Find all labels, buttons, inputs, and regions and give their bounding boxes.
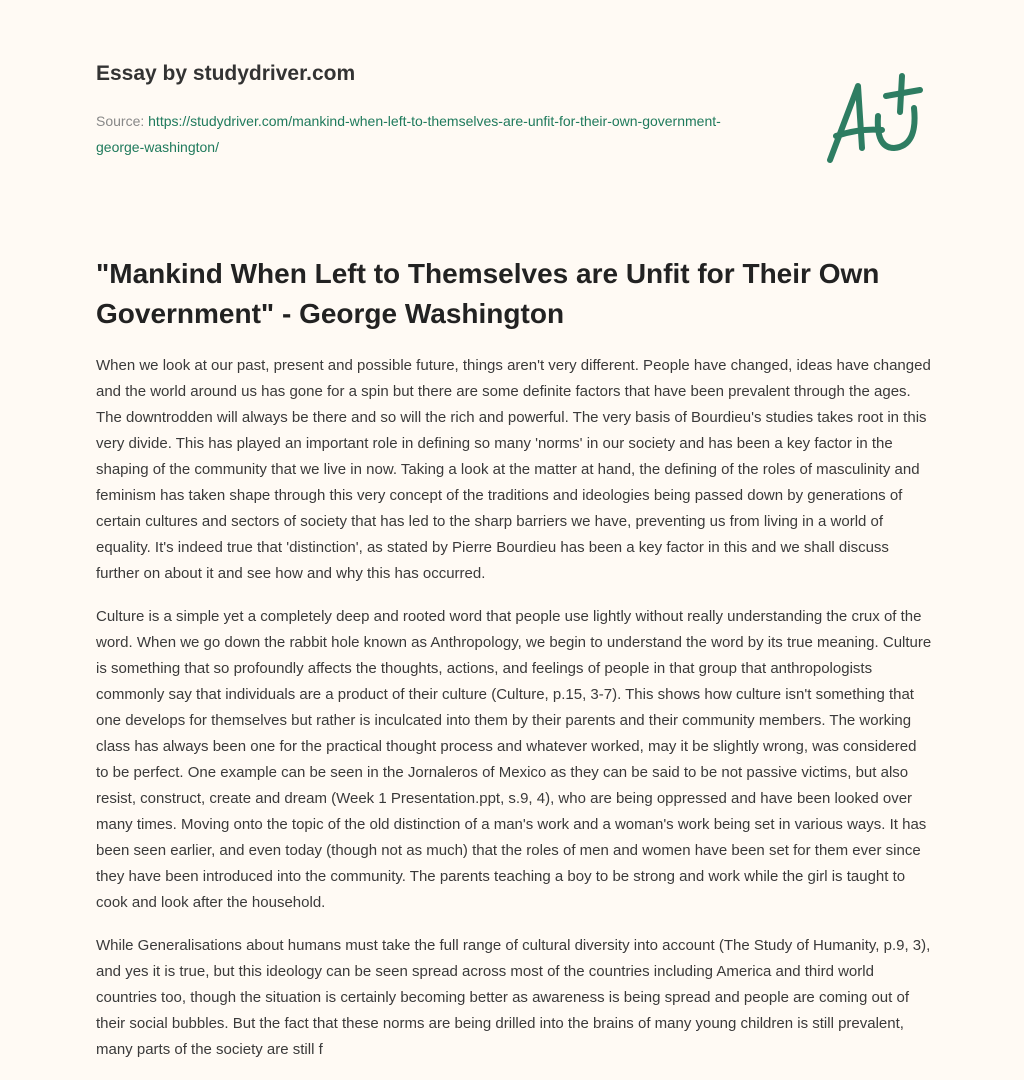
site-title: Essay by studydriver.com (96, 62, 356, 85)
essay-paragraph: When we look at our past, present and possible future, things aren't very different. People have changed, ideas have changed and the world around us has gone for a spin but there are some definite factors that have been prevalent through the ages. The downtrodden will always be there and so will the rich and powerful. The very basis of Bourdieu's studies takes root in this very divide. This has played an important role in defining so many 'norms' in our society and has been a key factor in the shaping of the community that we live in now. Taking a look at the matter at hand, the defining of the roles of masculinity and feminism has taken shape through this very concept of the traditions and ideologies being passed down by generations of certain cultures and sectors of society that has led to the sharp barriers we have, preventing us from living in a world of equality. It's indeed true that 'distinction', as stated by Pierre Bourdieu has been a key factor in this and we shall discuss further on about it and see how and why this has occurred. (96, 357, 931, 582)
essay-title: "Mankind When Left to Themselves are Unfit for Their Own Government" - George Washington (96, 258, 880, 329)
a-plus-logo-icon (820, 68, 930, 168)
source-link[interactable]: https://studydriver.com/mankind-when-left-to-themselves-are-unfit-for-their-own-government-george-washington/ (96, 113, 721, 155)
source-label: Source: (96, 113, 145, 129)
essay-header (96, 62, 736, 160)
essay-paragraph: While Generalisations about humans must take the full range of cultural diversity into account (The Study of Humanity, p.9, 3), and yes it is true, but this ideology can be seen spread across most of the countries including America and third world countries too, though the situation is certainly becoming better as awareness is being spread and people are coming out of their social bubbles. But the fact that these norms are being drilled into the brains of many young children is still prevalent, many parts of the society are still f (96, 937, 931, 1058)
essay-body (96, 353, 932, 1080)
essay-paragraph: Culture is a simple yet a completely deep and rooted word that people use lightly without really understanding the crux of the word. When we go down the rabbit hole known as Anthropology, we begin to understand the word by its true meaning. Culture is something that so profoundly affects the thoughts, actions, and feelings of people in that group that anthropologists commonly say that individuals are a product of their culture (Culture, p.15, 3-7). This shows how culture isn't something that one develops for themselves but rather is inculcated into them by their parents and their community members. The working class has always been one for the practical thought process and whatever worked, may it be slightly wrong, was considered to be perfect. One example can be seen in the Jornaleros of Mexico as they can be said to be not passive victims, but also resist, construct, create and dream (Week 1 Presentation.ppt, s.9, 4), who are being oppressed and have been looked over many times. Moving onto the topic of the old distinction of a man's work and a woman's work being set in various ways. It has been seen earlier, and even today (though not as much) that the roles of men and women have been set for them ever since they have been introduced into the community. The parents teaching a boy to be strong and work while the girl is taught to cook and look after the household. (96, 608, 932, 911)
source-line (96, 108, 736, 160)
